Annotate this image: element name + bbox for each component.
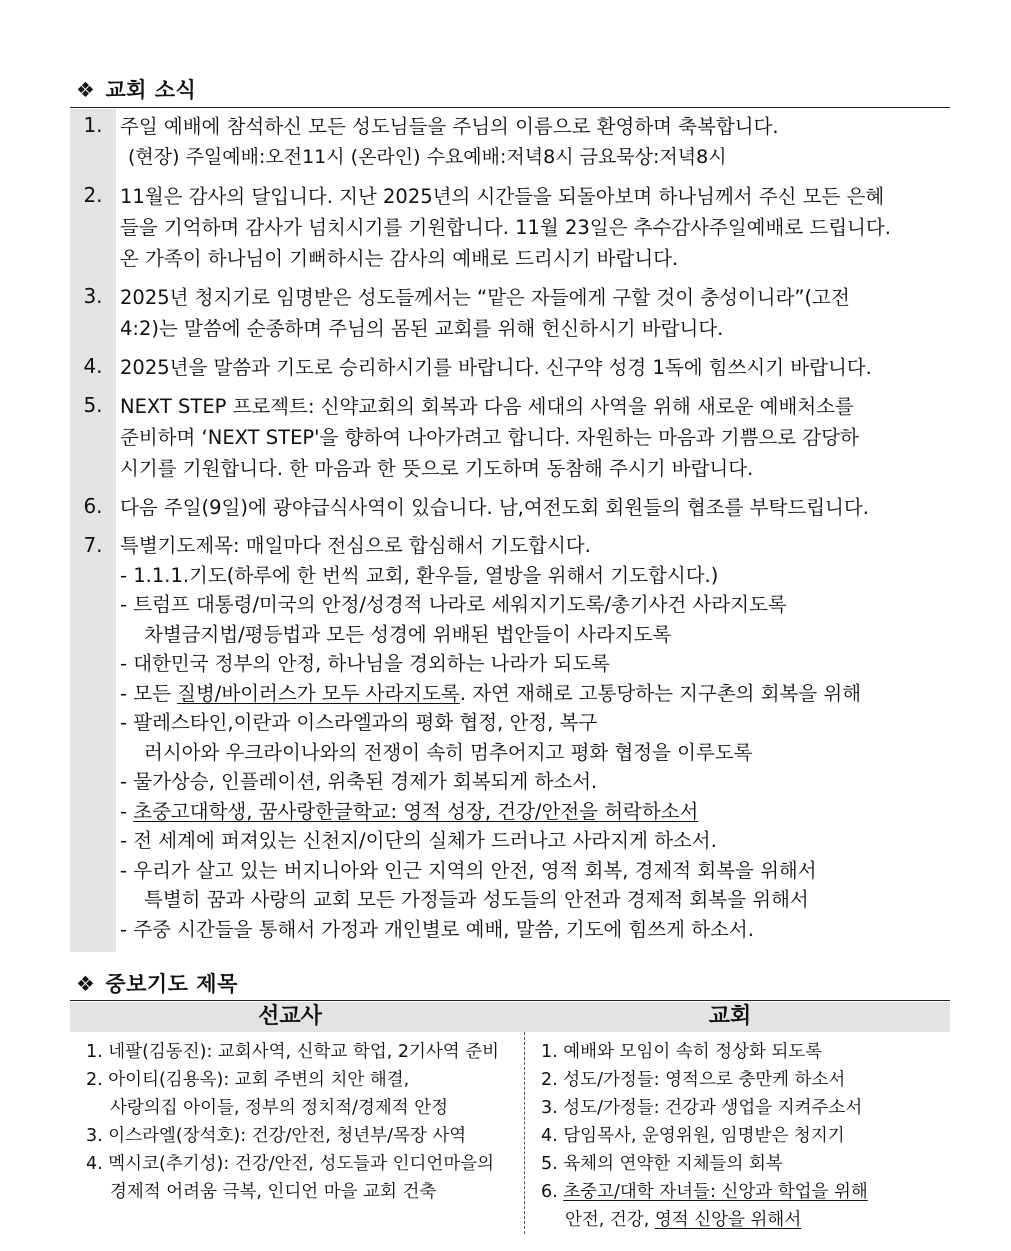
church-item: 2. 성도/가정들: 영적으로 충만케 하소서 (541, 1070, 846, 1090)
church-item-number: 6. (541, 1182, 564, 1202)
news-item-number: 1. (70, 109, 116, 179)
news-item-text: 준비하며 ‘NEXT STEP'을 향하여 나아가려고 합니다. 자원하는 마음과 기쁨으로 감당하 (120, 426, 859, 449)
news-item-7 (70, 529, 950, 952)
news-section-title (76, 74, 196, 104)
church-item: 1. 예배와 모임이 속히 정상화 되도록 (541, 1042, 823, 1062)
underlined-phrase: 영적 신앙을 위해서 (654, 1210, 802, 1230)
missionary-item: 4. 멕시코(추기성): 건강/안전, 성도들과 인디언마을의 (86, 1154, 495, 1174)
news-item-3 (70, 280, 950, 350)
news-item-5 (70, 389, 950, 490)
prayer-line-suffix: . 자연 재해로 고통당하는 지구촌의 회복을 위해 (459, 681, 862, 705)
church-column (525, 1032, 950, 1234)
news-item-2 (70, 179, 950, 280)
underlined-phrase: 초중고대학생, 꿈사랑한글학교: 영적 성장, 건강/안전을 허락하소서 (133, 799, 699, 823)
church-item: 3. 성도/가정들: 건강과 생업을 지켜주소서 (541, 1098, 863, 1118)
news-item-text: 2025년 청지기로 임명받은 성도들께서는 “맡은 자들에게 구할 것이 충성이니라”(고전 (120, 286, 850, 309)
church-item: 4. 담임목사, 운영위원, 임명받은 청지기 (541, 1126, 845, 1146)
underlined-phrase: 초중고/대학 자녀들: 신앙과 학업을 위해 (563, 1182, 868, 1202)
church-item: 5. 육체의 연약한 지체들의 회복 (541, 1154, 783, 1174)
prayer-table (70, 1002, 950, 1234)
news-item-number: 4. (70, 350, 116, 389)
prayer-line: - 트럼프 대통령/미국의 안정/성경적 나라로 세워지기도록/총기사건 사라지도록 (120, 593, 787, 616)
section-divider (70, 1000, 950, 1001)
news-item-text: 시기를 기원합니다. 한 마음과 한 뜻으로 기도하며 동참해 주시기 바랍니다. (120, 457, 754, 480)
news-list (70, 109, 950, 952)
prayer-section-title (76, 968, 238, 998)
missionary-column (70, 1032, 525, 1234)
news-item-number: 6. (70, 490, 116, 529)
prayer-line (120, 797, 942, 827)
diamond-bullet-icon: ❖ (76, 972, 96, 996)
prayer-line: - 전 세계에 퍼져있는 신천지/이단의 실체가 드러나고 사라지게 하소서. (120, 829, 717, 852)
missionary-item-continued: 사랑의집 아이들, 정부의 정치적/경제적 안정 (110, 1098, 448, 1118)
prayer-line: - 주중 시간들을 통해서 가정과 개인별로 예배, 말씀, 기도에 힘쓰게 하소서. (120, 917, 754, 941)
missionary-item: 2. 아이티(김용옥): 교회 주변의 치안 해결, (86, 1070, 410, 1090)
missionary-item: 1. 네팔(김동진): 교회사역, 신학교 학업, 2기사역 준비 (86, 1042, 500, 1062)
church-item (541, 1178, 950, 1206)
news-item-number: 5. (70, 389, 116, 490)
news-item-number: 2. (70, 179, 116, 280)
prayer-line: - 우리가 살고 있는 버지니아와 인근 지역의 안전, 영적 회복, 경제적 회복을 위해서 (120, 858, 817, 882)
prayer-intro: 특별기도제목: 매일마다 전심으로 합심해서 기도합시다. (120, 534, 591, 557)
prayer-line-prefix: - (120, 799, 134, 823)
news-item-text: 들을 기억하며 감사가 넘치시기를 기원합니다. 11월 23일은 추수감사주일예배로 드립니다. (120, 216, 891, 239)
prayer-line: 특별히 꿈과 사랑의 교회 모든 가정들과 성도들의 안전과 경제적 회복을 위해서 (144, 888, 809, 911)
prayer-line-prefix: - 모든 (120, 681, 178, 705)
church-item-prefix: 안전, 건강, (565, 1210, 655, 1230)
section-divider (70, 107, 950, 108)
prayer-line: - 물가상승, 인플레이션, 위축된 경제가 회복되게 하소서. (120, 770, 598, 793)
news-item-text: 4:2)는 말씀에 순종하며 주님의 몸된 교회를 위해 헌신하시기 바랍니다. (120, 317, 724, 340)
news-item-6 (70, 490, 950, 529)
prayer-table-header (70, 1002, 950, 1032)
diamond-bullet-icon: ❖ (76, 78, 96, 102)
news-item-text: 다음 주일(9일)에 광야급식사역이 있습니다. 남,여전도회 회원들의 협조를 부탁드립니다. (120, 496, 869, 519)
news-item-text: 주일 예배에 참석하신 모든 성도님들을 주님의 이름으로 환영하며 축복합니다. (120, 115, 779, 138)
news-item-number: 7. (70, 529, 116, 952)
prayer-line: - 1.1.1.기도(하루에 한 번씩 교회, 환우들, 열방을 위해서 기도합시다.) (120, 563, 719, 587)
church-column-header: 교회 (708, 1004, 752, 1029)
prayer-line: - 팔레스타인,이란과 이스라엘과의 평화 협정, 안정, 복구 (120, 711, 598, 734)
underlined-phrase: 질병/바이러스가 모두 사라지도록 (177, 681, 460, 705)
missionary-column-header: 선교사 (258, 1004, 322, 1029)
news-section-title-text: 교회 소식 (105, 78, 197, 102)
missionary-item-continued: 경제적 어려움 극복, 인디언 마을 교회 건축 (110, 1182, 437, 1202)
news-item-text: NEXT STEP 프로젝트: 신약교회의 회복과 다음 세대의 사역을 위해 새로운 예배처소를 (120, 395, 854, 418)
prayer-line: 러시아와 우크라이나와의 전쟁이 속히 멈추어지고 평화 협정을 이루도록 (144, 740, 753, 764)
prayer-line (120, 679, 942, 709)
missionary-item: 3. 이스라엘(장석호): 건강/안전, 청년부/목장 사역 (86, 1126, 467, 1146)
news-item-text: 온 가족이 하나님이 기뻐하시는 감사의 예배로 드리시기 바랍니다. (120, 247, 679, 270)
news-item-text: 2025년을 말씀과 기도로 승리하시기를 바랍니다. 신구약 성경 1독에 힘쓰시기 바랍니다. (120, 356, 872, 379)
church-item-continued (541, 1206, 950, 1234)
news-item-number: 3. (70, 280, 116, 350)
news-item-4 (70, 350, 950, 389)
worship-schedule: (현장) 주일예배:오전11시 (온라인) 수요예배:저녁8시 금요묵상:저녁8시 (128, 146, 727, 168)
news-item-1 (70, 109, 950, 179)
prayer-line: 차별금지법/평등법과 모든 성경에 위배된 법안들이 사라지도록 (144, 622, 672, 646)
prayer-section-title-text: 중보기도 제목 (105, 972, 238, 996)
prayer-line: - 대한민국 정부의 안정, 하나님을 경외하는 나라가 되도록 (120, 652, 610, 675)
news-item-text: 11월은 감사의 달입니다. 지난 2025년의 시간들을 되돌아보며 하나님께서 주신 모든 은혜 (120, 185, 885, 208)
